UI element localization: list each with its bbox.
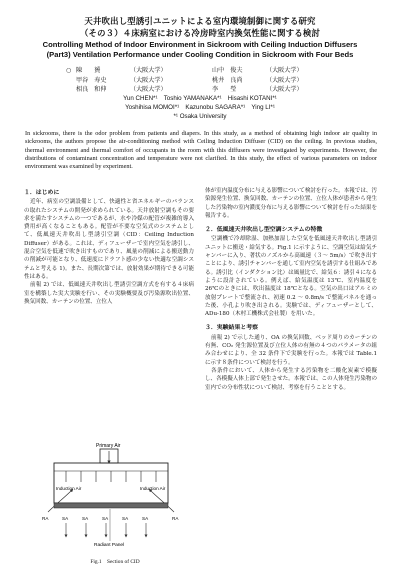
left-column [24,187,194,306]
supply-arrows [66,523,146,536]
induction-arrow-left [48,490,72,512]
title-en-line2: (Part3) Ventilation Performance under Cooling Condition in Sickroom with Four Beds [46,50,354,59]
body-paragraph: 体が室内温度分布に与える影響について検討を行った。本報では、汚染源発生位置、換気回数、カーテンの位置、立位人体が患者から発生した汚染物の室内濃度分布に与える影響について検討を行った結果を報告する。 [205,188,377,219]
ra-label-right: RA [172,516,179,521]
radiant-panel [54,503,168,508]
section-heading: ３．実験結果と考察 [205,325,259,332]
section-heading: １．はじめに [24,190,60,196]
author-affiliation: （大阪大学） [266,76,303,84]
figure-caption: Fig.1 Section of CID [90,559,140,565]
presenter-marker [66,76,76,86]
author-name: 李 瑩 [212,86,237,94]
title-en-line1: Controlling Method of Indoor Environment in Sickroom with Ceiling Induction Diffusers [42,40,358,49]
primary-air-label: Primary Air [96,443,121,449]
body-paragraph: 各条件において、人体から発生する汚染物を二酸化炭素で模擬し、各模擬人体上部で発生させた。本報では、この人体発生汚染物の室内での分布性状について検討、考察を行うこととする。 [205,367,377,391]
authors-en-line2: Yoshihisa MOMOI*¹ Kazunobu SAGARA*¹ Ying LI*¹ [125,104,275,111]
induction-air-label-right: Induction Air [140,486,166,491]
author-name: 相良 和伸 [76,86,107,94]
sa-label: SA [82,516,89,521]
sa-label: SA [142,516,149,521]
author-affiliation: （大阪大学） [266,86,303,94]
supply-chamber [54,463,168,503]
author-row [66,85,356,95]
authors-ja [66,66,356,95]
presenter-marker [66,85,76,95]
body-paragraph: 空調機で冷却除湿、加熱加湿した空気を低風速天井吹出し型誘引ユニットに搬送・給気する。Fig.1 に示すように、空調空気は給気チャンバーに入り、著状のノズルから高風速（３～ 5m/s）で吹き出すことにより、誘引チャンバーを通して室内空気を誘引する仕組みである。誘引比（インダクション比）は風量比で、給気６：誘引４になるように設計されている。例えば、給気温度は 13℃、室内温度を 26℃のときには、吹出温度は 18℃となる。空気の出口はアルミの放射プレートで整流され、初速 0.2 ～ 0.8m/s で整流パネルを通った後、小孔より吹き出される。実験では、ディフューザーとして、ADu-180（木村工機株式会社製）を用いた。 [205,236,377,318]
author-affiliation: （大阪大学） [130,76,167,84]
presenter-marker: ○ [66,67,72,74]
sa-label: SA [122,516,129,521]
right-column [205,187,377,392]
body-paragraph: 前報 2) で示した通り、OA の換気回数、ベッド周りのカーテンの有無、CO₂ 発生源位置及び立位人体の有無の４つのパラメータの組み合わせにより、全 32 条件下で実験を行った。本報では Table.1 に示す８条件について検討を行う。 [205,334,377,366]
author-name: 桃井 良尚 [212,76,243,84]
induction-air-label: Induction Air [56,486,82,491]
sa-label: SA [62,516,69,521]
author-row [66,76,356,86]
nozzle-row [66,471,156,482]
body-paragraph: 近年、病室の空調設備として、快適性と省エネルギーのバランスの取れたシステムの開発が求められている。天井放射空調もその要求を満たすシステムの一つであるが、水や冷媒の配管が複雑的導入費用が高くなることもある。配管が不要な空気式のシステムとして、低風速天井吹出し型誘引空調（CID：Ceiling Induction Diffuser）がある。これは、ディフューザーで室内空気を誘引し、混合空気を低速で吹き出すものであり、風量の削減による搬送動力の削減が可能となり、低速度にドラフト感の少ない快適な空調システムと考える 1)。また、長期次第では、放射効果が期待できる可能性はある。 [24,199,194,280]
sa-labels [62,516,149,521]
title-ja-line2: （その３）４床病室における冷房時室内換気性能に関する検討 [79,28,321,38]
affiliation-en: *¹ Osaka University [173,113,227,120]
title-ja-line1: 天井吹出し型誘引ユニットによる室内環境制御に関する研究 [84,16,316,26]
author-name: 陳 贇 [76,67,101,74]
ra-label-left: RA [42,516,49,521]
author-affiliation: （大阪大学） [266,67,303,74]
authors-en-line1: Yun CHEN*¹ Toshio YAMANAKA*¹ Hisashi KOTANI*¹ [123,95,277,102]
abstract: In sickrooms, there is the odor problem from patients and diapers. In this study, as a method of obtaining high indoor air quality in sickrooms, the authors propose the air-conditioning method with Ceiling Induction Diffuser (CID) on the ceiling. In previous studies, thermal environment and thermal comfort of occupants in the room with this diffusers were investigated by experiments. However, the distributions of contaminant concentration and temperature were not clarified. In this study, the effect of various parameters on indoor environment was examined by experiment. [25,130,377,171]
author-affiliation: （大阪大学） [130,67,167,74]
sa-label: SA [102,516,109,521]
body-paragraph: 前報 2) では、低風速天井吹出し型誘引空調方式を有する４床病室を構築した実大実験を行い、その実験概要及び汚染源吹出位置、換気回数、カーテンの位置、立位人 [24,282,194,305]
author-row [66,66,356,76]
cid-section-figure [36,438,186,558]
section-heading: ２．低風速天井吹出し型空調システムの特徴 [205,227,323,234]
author-name: 山中 俊夫 [212,67,243,74]
radiant-panel-label: Radiant Panel [94,543,125,548]
induction-arrow-right [150,490,174,512]
author-affiliation: （大阪大学） [130,86,167,94]
author-name: 甲谷 寿史 [76,76,107,84]
